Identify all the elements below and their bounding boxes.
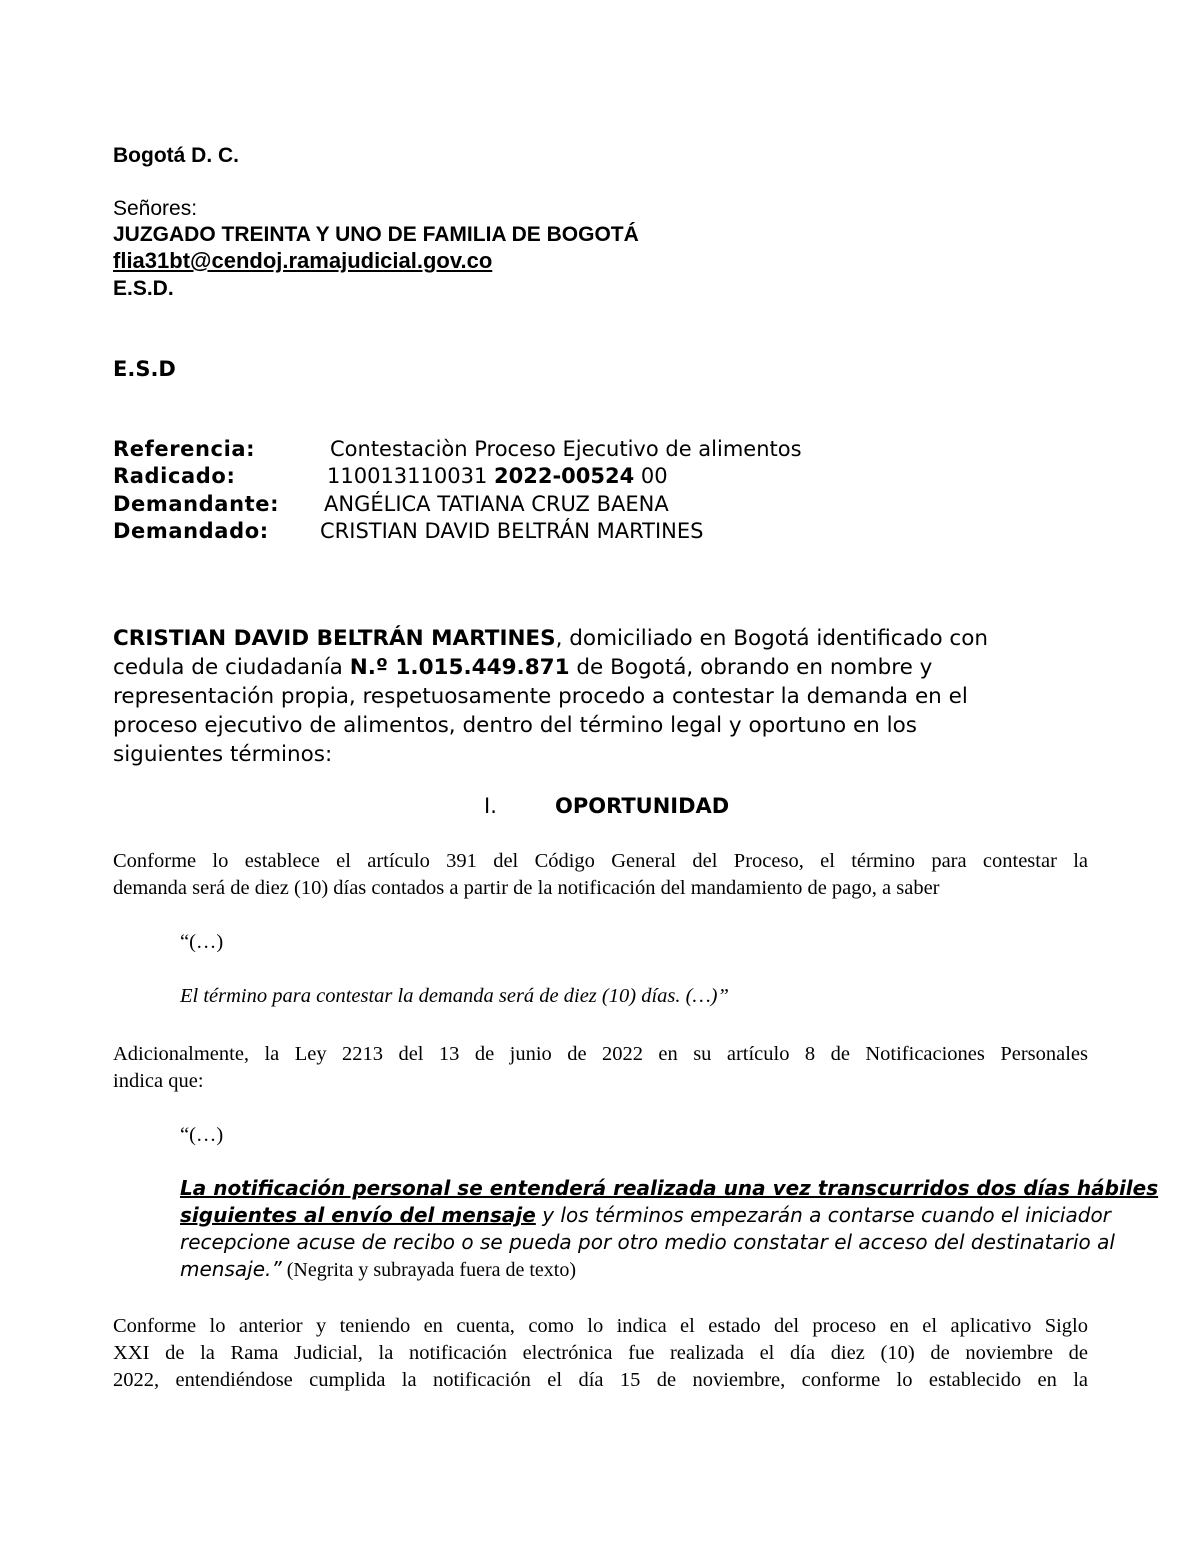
defendant-name: CRISTIAN DAVID BELTRÁN MARTINES xyxy=(113,626,556,651)
intro-paragraph: CRISTIAN DAVID BELTRÁN MARTINES, domiciliado en Bogotá identificado con cedula de ciudadanía N.º 1.015.449.871 de Bogotá, obrando en nombre y representación propia, respetuosamente procedo a contestar la demanda en el proceso ejecutivo de alimentos, dentro del término legal y oportuno en los siguientes términos: xyxy=(113,626,989,767)
radicado-value: 110013110031 2022-00524 00 xyxy=(327,464,668,488)
radicado-label: Radicado: xyxy=(113,464,236,488)
esd-line-2: E.S.D xyxy=(113,357,176,381)
demandante-label: Demandante: xyxy=(113,492,280,516)
section-numeral: I. xyxy=(484,794,497,818)
salutation: Señores: xyxy=(113,197,198,220)
reference-label: Referencia: xyxy=(113,437,256,461)
city-line: Bogotá D. C. xyxy=(113,144,239,167)
id-number: N.º 1.015.449.871 xyxy=(349,655,570,680)
demandado-value: CRISTIAN DAVID BELTRÁN MARTINES xyxy=(320,519,704,543)
esd-line-1: E.S.D. xyxy=(113,277,174,300)
paragraph-ley-2213: Adicionalmente, la Ley 2213 del 13 de junio de 2022 en su artículo 8 de Notificaciones Personales indica que: xyxy=(113,1043,1088,1092)
quote-text-1: El término para contestar la demanda será de diez (10) días. (…)” xyxy=(180,985,729,1007)
court-email-link[interactable]: flia31bt@cendoj.ramajudicial.gov.co xyxy=(113,248,493,273)
reference-value: Contestaciòn Proceso Ejecutivo de alimentos xyxy=(330,437,802,461)
quote-open-2: “(…) xyxy=(180,1124,224,1146)
section-title: OPORTUNIDAD xyxy=(555,794,730,818)
paragraph-conforme: Conforme lo anterior y teniendo en cuenta, como lo indica el estado del proceso en el aplicativo Siglo XXI de la Rama Judicial, la notificación electrónica fue realizada el día diez (10) de noviembre de 2022, entendiéndose cumplida la notificación el día 15 de noviembre, conforme lo establecido en la xyxy=(113,1315,1088,1391)
paragraph-oportunidad: Conforme lo establece el artículo 391 del Código General del Proceso, el término para contestar la demanda será de diez (10) días contados a partir de la notificación del mandamiento de pago, a saber xyxy=(113,850,1088,899)
demandado-label: Demandado: xyxy=(113,519,269,543)
quote-text-2: La notificación personal se entenderá realizada una vez transcurridos dos días hábiles siguientes al envío del mensaje y los términos empezarán a contarse cuando el iniciador recepcione acuse de recibo o se pueda por otro medio constatar el acceso del destinatario al mensaje.” (Negrita y subrayada fuera de texto) xyxy=(180,1176,1159,1281)
court-name: JUZGADO TREINTA Y UNO DE FAMILIA DE BOGOTÁ xyxy=(113,223,639,246)
demandante-value: ANGÉLICA TATIANA CRUZ BAENA xyxy=(324,492,669,516)
quote-open-1: “(…) xyxy=(180,931,224,953)
